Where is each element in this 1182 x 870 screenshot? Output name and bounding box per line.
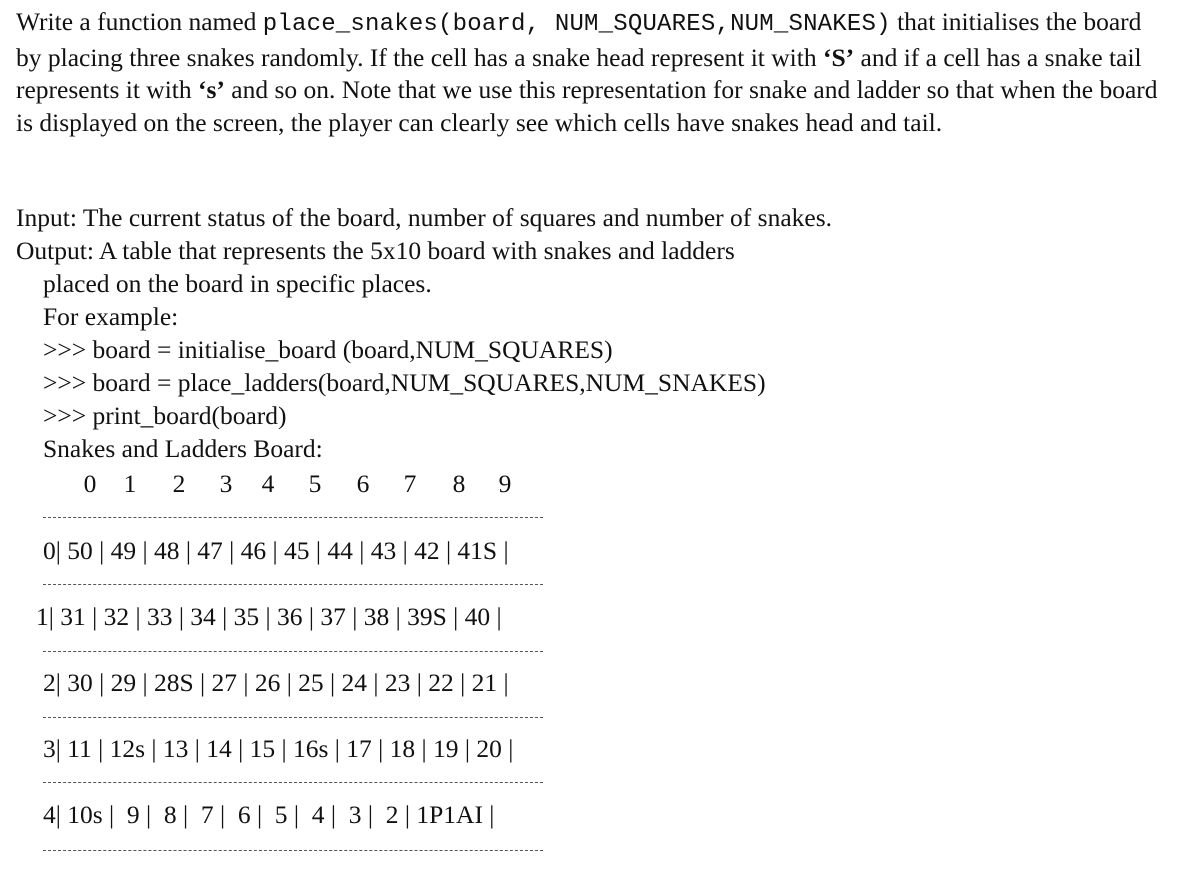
column-header: 9 (498, 469, 512, 498)
row-separator (43, 584, 543, 585)
column-header: 6 (356, 469, 370, 498)
code-line-2: >>> board = place_ladders(board,NUM_SQUARES,NUM_SNAKES) (43, 368, 766, 397)
row-separator (43, 850, 543, 851)
row-separator (43, 782, 543, 783)
intro-text-3: and if a cell has a snake tail represents it with (16, 42, 1142, 104)
snake-head-symbol: ‘S’ (822, 42, 855, 72)
intro-text-2: that initialises the board by placing three snakes randomly. If the cell has a snake head represent it with (16, 7, 1142, 72)
board-row: 2| 30 | 29 | 28S | 27 | 26 | 25 | 24 | 23 | 22 | 21 | (43, 668, 509, 697)
board-row: 3| 11 | 12s | 13 | 14 | 15 | 16s | 17 | 18 | 19 | 20 | (43, 734, 514, 763)
column-header: 7 (403, 469, 417, 498)
for-example-label: For example: (43, 302, 179, 331)
column-header: 8 (452, 469, 466, 498)
output-continuation: placed on the board in specific places. (43, 269, 432, 298)
column-header: 3 (219, 469, 233, 498)
problem-statement (16, 6, 1166, 139)
board-title: Snakes and Ladders Board: (43, 434, 323, 463)
function-signature: place_snakes(board, NUM_SQUARES,NUM_SNAKES) (262, 11, 891, 38)
row-separator (43, 517, 543, 518)
board-row: 4| 10s | 9 | 8 | 7 | 6 | 5 | 4 | 3 | 2 | 1P1AI | (43, 800, 495, 829)
code-line-3: >>> print_board(board) (43, 401, 287, 430)
intro-text-1: Write a function named (16, 7, 263, 36)
column-header: 1 (123, 469, 137, 498)
column-header: 2 (172, 469, 186, 498)
input-description: Input: The current status of the board, number of squares and number of snakes. (16, 203, 833, 232)
row-separator (43, 651, 543, 652)
code-line-1: >>> board = initialise_board (board,NUM_SQUARES) (43, 335, 613, 364)
column-header: 5 (308, 469, 322, 498)
snake-tail-symbol: ‘s’ (198, 75, 225, 104)
board-row: 1| 31 | 32 | 33 | 34 | 35 | 36 | 37 | 38 | 39S | 40 | (36, 602, 502, 631)
column-header: 0 (83, 469, 97, 498)
intro-text-4: and so on. Note that we use this representation for snake and ladder so that when the board is displayed on the screen, the player can clearly see which cells have snakes head and tail. (16, 75, 1158, 137)
row-separator (43, 717, 543, 718)
output-description: Output: A table that represents the 5x10 board with snakes and ladders (16, 236, 735, 265)
column-header: 4 (261, 469, 275, 498)
board-row: 0| 50 | 49 | 48 | 47 | 46 | 45 | 44 | 43 | 42 | 41S | (43, 536, 509, 565)
